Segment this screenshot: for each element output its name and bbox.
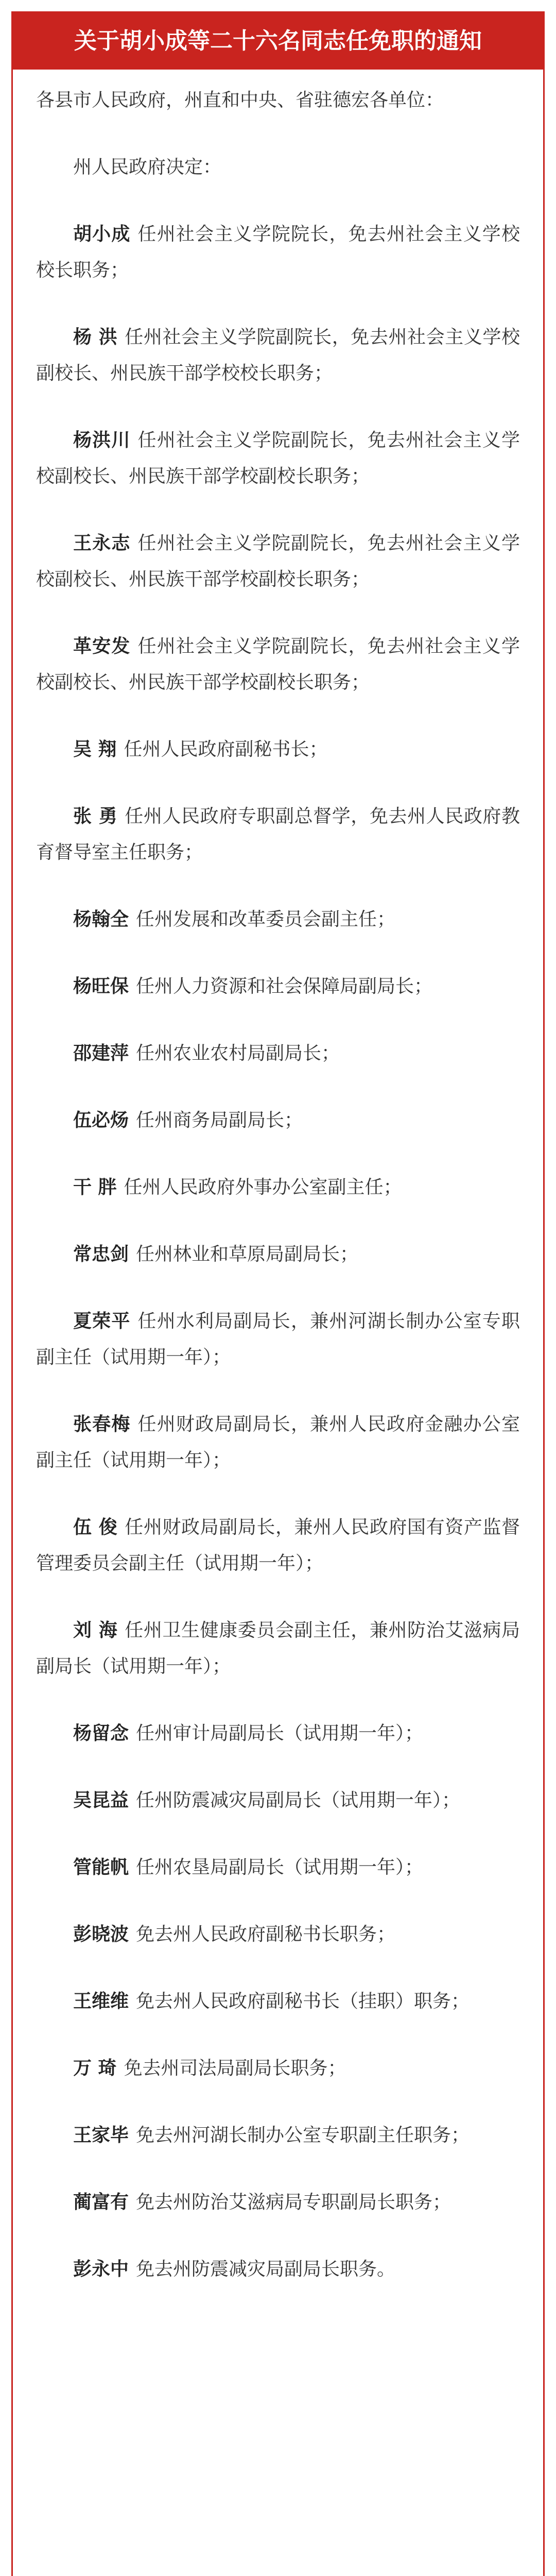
person-name: 胡小成 — [73, 224, 131, 245]
appointment-text: 任州社会主义学院院长，免去州社会主义学校校长职务； — [36, 224, 520, 281]
person-name: 彭永中 — [73, 2259, 129, 2280]
person-name: 干 胖 — [73, 1177, 117, 1198]
appointment-item — [36, 2117, 520, 2154]
appointment-text: 免去州防震减灾局副局长职务。 — [136, 2259, 396, 2280]
appointment-item — [36, 902, 520, 938]
person-name: 王维维 — [73, 1991, 129, 2012]
appointment-item — [36, 1613, 520, 1685]
appointment-item — [36, 2251, 520, 2287]
appointment-text: 任州财政局副局长，兼州人民政府金融办公室副主任（试用期一年）； — [36, 1414, 520, 1471]
appointment-text: 任州社会主义学院副院长，免去州社会主义学校副校长、州民族干部学校副校长职务； — [36, 430, 520, 487]
appointment-text: 免去州人民政府副秘书长（挂职）职务； — [136, 1991, 470, 2012]
person-name: 管能帆 — [73, 1857, 129, 1878]
person-name: 邵建萍 — [73, 1043, 129, 1064]
appointment-text: 任州社会主义学院副院长，免去州社会主义学校副校长、州民族干部学校副校长职务； — [36, 636, 520, 693]
person-name: 王永志 — [73, 533, 131, 554]
person-name: 杨 洪 — [73, 327, 118, 348]
person-name: 张 勇 — [73, 806, 118, 827]
appointment-text: 任州社会主义学院副院长，免去州社会主义学校副校长、州民族干部学校校长职务； — [36, 327, 520, 384]
person-name: 彭晓波 — [73, 1924, 129, 1945]
appointment-text: 任州林业和草原局副局长； — [136, 1244, 359, 1265]
person-name: 吴昆益 — [73, 1790, 129, 1811]
appointment-text: 任州人力资源和社会保障局副局长； — [136, 976, 433, 997]
appointment-item — [36, 422, 520, 495]
appointment-item — [36, 1406, 520, 1479]
appointment-item — [36, 1917, 520, 1953]
appointment-text: 任州农垦局副局长（试用期一年）； — [136, 1857, 424, 1878]
appointment-item — [36, 629, 520, 701]
person-name: 杨洪川 — [73, 430, 131, 451]
appointment-text: 任州审计局副局长（试用期一年）； — [136, 1723, 424, 1744]
appointment-item — [36, 526, 520, 598]
person-name: 杨留念 — [73, 1723, 129, 1744]
appointment-item — [36, 2050, 520, 2087]
appointment-item — [36, 1850, 520, 1886]
appointment-item — [36, 2184, 520, 2221]
person-name: 杨旺保 — [73, 976, 129, 997]
person-name: 王家毕 — [73, 2125, 129, 2146]
appointment-item — [36, 1510, 520, 1582]
person-name: 伍必炀 — [73, 1110, 129, 1131]
appointment-text: 免去州河湖长制办公室专职副主任职务； — [136, 2125, 470, 2146]
salutation: 各县市人民政府，州直和中央、省驻德宏各单位： — [36, 90, 444, 111]
appointment-text: 免去州司法局副局长职务； — [124, 2058, 346, 2079]
person-name: 刘 海 — [73, 1620, 118, 1641]
person-name: 常忠剑 — [73, 1244, 129, 1265]
appointment-item — [36, 1170, 520, 1206]
appointment-text: 任州财政局副局长，兼州人民政府国有资产监督管理委员会副主任（试用期一年）； — [36, 1517, 520, 1574]
appointment-item — [36, 1303, 520, 1376]
document-title: 关于胡小成等二十六名同志任免职的通知 — [13, 13, 543, 70]
appointment-text: 任州社会主义学院副院长，免去州社会主义学校副校长、州民族干部学校副校长职务； — [36, 533, 520, 590]
appointment-item — [36, 799, 520, 871]
appointment-item — [36, 1783, 520, 1819]
person-name: 万 琦 — [73, 2058, 117, 2079]
appointment-item — [36, 1984, 520, 2020]
document-body — [36, 82, 520, 2318]
appointment-text: 免去州防治艾滋病局专职副局长职务； — [136, 2192, 451, 2213]
appointments-list — [36, 216, 520, 2287]
person-name: 伍 俊 — [73, 1517, 118, 1538]
appointment-item — [36, 319, 520, 392]
appointment-text: 免去州人民政府副秘书长职务； — [136, 1924, 396, 1945]
appointment-text: 任州商务局副局长； — [136, 1110, 303, 1131]
appointment-text: 任州农业农村局副局长； — [136, 1043, 340, 1064]
appointment-text: 任州卫生健康委员会副主任，兼州防治艾滋病局副局长（试用期一年）； — [36, 1620, 520, 1677]
person-name: 革安发 — [73, 636, 131, 657]
person-name: 吴 翔 — [73, 739, 117, 760]
person-name: 夏荣平 — [73, 1311, 131, 1332]
person-name: 张春梅 — [73, 1414, 131, 1435]
appointment-item — [36, 1716, 520, 1752]
appointment-item — [36, 969, 520, 1005]
appointment-item — [36, 216, 520, 289]
appointment-item — [36, 1036, 520, 1072]
person-name: 杨翰全 — [73, 909, 129, 930]
appointment-item — [36, 1103, 520, 1139]
appointment-text: 任州防震减灾局副局长（试用期一年）； — [136, 1790, 461, 1811]
appointment-item — [36, 732, 520, 768]
appointment-text: 任州人民政府外事办公室副主任； — [124, 1177, 402, 1198]
person-name: 蔺富有 — [73, 2192, 129, 2213]
appointment-text: 任州水利局副局长，兼州河湖长制办公室专职副主任（试用期一年）； — [36, 1311, 520, 1368]
appointment-item — [36, 1236, 520, 1273]
decision-intro: 州人民政府决定： — [73, 157, 222, 178]
appointment-text: 任州人民政府专职副总督学，免去州人民政府教育督导室主任职务； — [36, 806, 520, 863]
appointment-text: 任州人民政府副秘书长； — [124, 739, 328, 760]
appointment-text: 任州发展和改革委员会副主任； — [136, 909, 396, 930]
